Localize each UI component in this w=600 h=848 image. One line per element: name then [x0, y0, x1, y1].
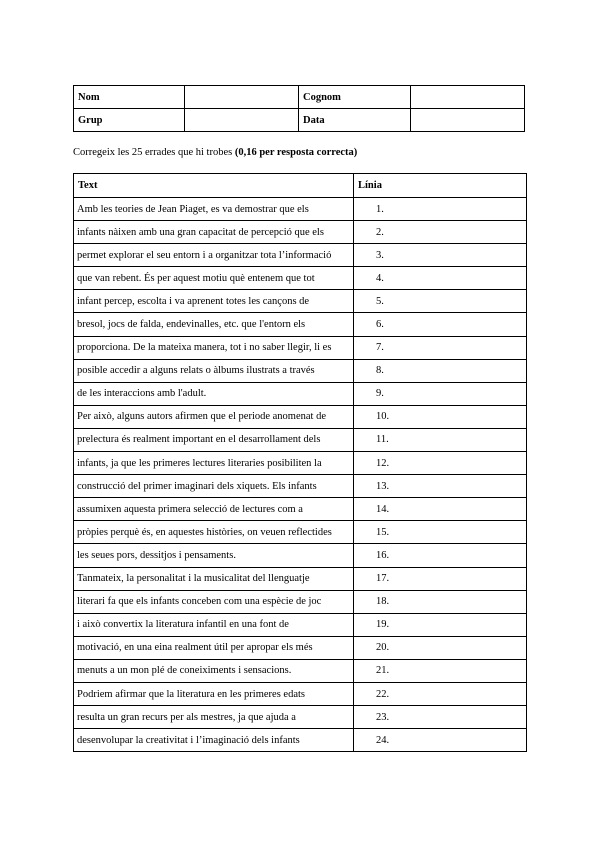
table-row [74, 613, 527, 636]
cognom-label: Cognom [299, 86, 411, 109]
data-field[interactable] [411, 109, 525, 132]
grup-label: Grup [74, 109, 185, 132]
row-line-number: 4. [354, 267, 527, 290]
table-row [74, 452, 527, 475]
table-row [74, 706, 527, 729]
row-line-number: 23. [354, 706, 527, 729]
student-info-table [73, 85, 525, 132]
row-text: infants, ja que les primeres lectures literaries posibiliten la [74, 452, 354, 475]
table-row [74, 682, 527, 705]
row-line-number: 15. [354, 521, 527, 544]
row-text: Amb les teories de Jean Piaget, es va demostrar que els [74, 198, 354, 221]
row-text: desenvolupar la creativitat i l’imaginació dels infants [74, 729, 354, 752]
row-text: menuts a un mon plé de coneiximents i sensacions. [74, 659, 354, 682]
nom-field[interactable] [185, 86, 299, 109]
row-text: les seues pors, dessitjos i pensaments. [74, 544, 354, 567]
row-text: Per això, alguns autors afirmen que el periode anomenat de [74, 405, 354, 428]
row-line-number: 14. [354, 498, 527, 521]
row-text: i això convertix la literatura infantil en una font de [74, 613, 354, 636]
row-text: Tanmateix, la personalitat i la musicalitat del llenguatje [74, 567, 354, 590]
row-line-number: 1. [354, 198, 527, 221]
table-row [74, 590, 527, 613]
row-line-number: 20. [354, 636, 527, 659]
text-column-header: Text [74, 174, 354, 198]
table-row [74, 336, 527, 359]
row-line-number: 13. [354, 475, 527, 498]
table-row [74, 313, 527, 336]
row-line-number: 24. [354, 729, 527, 752]
instructions-score: (0,16 per resposta correcta) [234, 147, 358, 158]
row-text: infants nàixen amb una gran capacitat de percepció que els [74, 221, 354, 244]
table-row [74, 221, 527, 244]
table-row [74, 659, 527, 682]
table-row [74, 498, 527, 521]
row-line-number: 8. [354, 359, 527, 382]
row-text: bresol, jocs de falda, endevinalles, etc. que l'entorn els [74, 313, 354, 336]
row-line-number: 9. [354, 382, 527, 405]
row-line-number: 19. [354, 613, 527, 636]
cognom-field[interactable] [411, 86, 525, 109]
row-text: pròpies perquè és, en aquestes històries, on veuen reflectides [74, 521, 354, 544]
table-row [74, 521, 527, 544]
grup-field[interactable] [185, 109, 299, 132]
row-text: de les interaccions amb l'adult. [74, 382, 354, 405]
text-table [73, 173, 527, 752]
row-line-number: 2. [354, 221, 527, 244]
table-row [74, 636, 527, 659]
row-line-number: 16. [354, 544, 527, 567]
row-line-number: 12. [354, 452, 527, 475]
row-text: assumixen aquesta primera selecció de lectures com a [74, 498, 354, 521]
row-text: construcció del primer imaginari dels xiquets. Els infants [74, 475, 354, 498]
table-row [74, 359, 527, 382]
row-text: literari fa que els infants conceben com una espècie de joc [74, 590, 354, 613]
table-row [74, 729, 527, 752]
nom-label: Nom [74, 86, 185, 109]
table-row [74, 290, 527, 313]
row-line-number: 5. [354, 290, 527, 313]
row-line-number: 17. [354, 567, 527, 590]
table-row [74, 428, 527, 451]
table-row [74, 267, 527, 290]
table-row [74, 382, 527, 405]
row-text: motivació, en una eina realment útil per apropar els més [74, 636, 354, 659]
table-row [74, 544, 527, 567]
row-line-number: 7. [354, 336, 527, 359]
table-row [74, 244, 527, 267]
row-line-number: 10. [354, 405, 527, 428]
row-text: permet explorar el seu entorn i a organitzar tota l’informació [74, 244, 354, 267]
row-line-number: 6. [354, 313, 527, 336]
row-text: posible accedir a alguns relats o àlbums ilustrats a través [74, 359, 354, 382]
row-text: infant percep, escolta i va aprenent totes les cançons de [74, 290, 354, 313]
row-line-number: 3. [354, 244, 527, 267]
table-row [74, 405, 527, 428]
row-line-number: 18. [354, 590, 527, 613]
row-text: proporciona. De la mateixa manera, tot i no saber llegir, li es [74, 336, 354, 359]
line-column-header: Línia [354, 174, 527, 198]
row-text: resulta un gran recurs per als mestres, ja que ajuda a [74, 706, 354, 729]
row-line-number: 22. [354, 682, 527, 705]
table-row [74, 475, 527, 498]
row-text: Podriem afirmar que la literatura en les primeres edats [74, 682, 354, 705]
row-text: que van rebent. És per aquest motiu què entenem que tot [74, 267, 354, 290]
table-row [74, 198, 527, 221]
row-text: prelectura és realment important en el desarrollament dels [74, 428, 354, 451]
row-line-number: 11. [354, 428, 527, 451]
text-rows [74, 198, 527, 752]
row-line-number: 21. [354, 659, 527, 682]
instructions-text: Corregeix les 25 errades que hi trobes [73, 147, 235, 158]
table-row [74, 567, 527, 590]
data-label: Data [299, 109, 411, 132]
instructions [73, 147, 357, 158]
